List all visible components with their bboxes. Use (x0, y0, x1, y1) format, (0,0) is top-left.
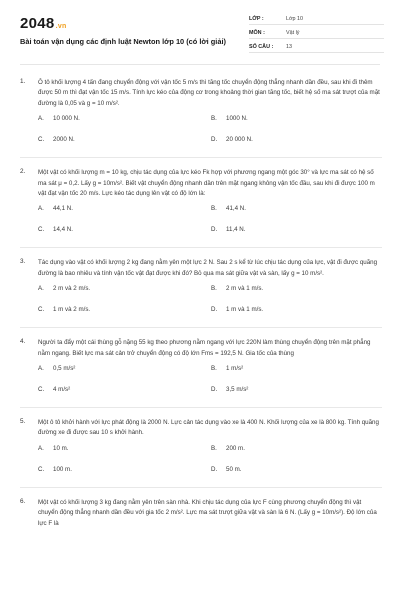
answer-options (38, 205, 382, 247)
answer-option[interactable] (38, 226, 211, 247)
option-text: 1 m và 2 m/s. (53, 306, 91, 314)
option-text: 0,5 m/s² (53, 365, 76, 373)
option-letter: A. (38, 205, 44, 213)
answer-option[interactable] (38, 365, 211, 386)
question-number: 3. (20, 258, 26, 266)
meta-key: SỐ CÂU : (249, 43, 274, 50)
option-letter: D. (211, 465, 218, 473)
question-divider (20, 327, 382, 328)
meta-key: MÔN : (249, 29, 265, 36)
option-text: 14,4 N. (53, 226, 73, 234)
answer-options (38, 365, 382, 407)
question-list (20, 78, 382, 529)
answer-option[interactable] (211, 365, 384, 386)
option-letter: D. (211, 136, 218, 144)
question-text: Người ta đẩy một cái thùng gỗ nặng 55 kg theo phương nằm ngang với lực 220N làm thùng chuyển động trên mặt phẳng nằm ngang. Biết lực ma sát cản trở chuyển động có độ lớn Fms = 192,5 N. Gia tốc của thùng (38, 339, 371, 357)
option-text: 1 m/s² (226, 365, 244, 373)
option-letter: D. (211, 306, 218, 314)
option-text: 2 m và 1 m/s. (226, 285, 264, 293)
option-letter: D. (211, 386, 218, 394)
question-text: Tác dụng vào vật có khối lượng 2 kg đang nằm yên một lực 2 N. Sau 2 s kể từ lúc chịu tác dụng của lực, vật đi được quãng đường là bao nhiêu và tính vận tốc vật đạt được khi đó? Bỏ qua ma sát giữa vật và sàn, lấy g = 10 m/s². (38, 259, 378, 277)
meta-value: Vật lý (286, 29, 300, 36)
question-text: Một ô tô khởi hành với lực phát động là 2000 N. Lực cản tác dụng vào xe là 400 N. Khối lượng của xe là 800 kg. Tính quãng đường xe đi được sau 10 s khởi hành. (38, 419, 379, 437)
answer-option[interactable] (211, 285, 384, 306)
question-item (20, 258, 382, 327)
answer-options (38, 285, 382, 327)
option-letter: C. (38, 226, 45, 234)
option-letter: A. (38, 365, 44, 373)
document-header (0, 0, 400, 60)
meta-row-count (249, 41, 384, 53)
option-text: 1000 N. (226, 115, 248, 123)
meta-key: LỚP : (249, 15, 264, 22)
answer-option[interactable] (211, 466, 384, 487)
logo-suffix: .vn (55, 23, 67, 30)
answer-options (38, 115, 382, 157)
option-letter: C. (38, 465, 45, 473)
option-letter: B. (211, 205, 217, 213)
document-title: Bài toán vận dụng các định luật Newton lớp 10 (có lời giải) (20, 37, 226, 46)
option-text: 41,4 N. (226, 205, 246, 213)
option-letter: B. (211, 115, 217, 123)
option-letter: A. (38, 115, 44, 123)
header-divider (20, 64, 380, 65)
question-text: Một vật có khối lượng 3 kg đang nằm yên trên sàn nhà. Khi chịu tác dụng của lực F cùng phương chuyển động thì vật chuyển động thẳng nhanh dần đều với gia tốc 2 m/s². Lực ma sát trượt giữa vật và sàn là 6 N. (Lấy g = 10m/s²). Độ lớn của lực F là (38, 498, 377, 527)
option-text: 100 m. (53, 465, 72, 473)
meta-value: Lớp 10 (286, 15, 304, 22)
option-letter: B. (211, 444, 217, 452)
question-number: 1. (20, 78, 26, 85)
option-letter: D. (211, 226, 218, 234)
option-text: 20 000 N. (226, 136, 253, 144)
answer-option[interactable] (211, 445, 384, 466)
option-text: 44,1 N. (53, 205, 73, 213)
option-text: 50 m. (226, 465, 242, 473)
option-letter: C. (38, 136, 45, 144)
option-text: 3,5 m/s² (226, 386, 249, 394)
answer-option[interactable] (38, 306, 211, 327)
option-letter: A. (38, 285, 44, 293)
question-divider (20, 247, 382, 248)
answer-option[interactable] (211, 115, 384, 136)
question-divider (20, 157, 382, 158)
question-number: 6. (20, 497, 26, 505)
question-item (20, 168, 382, 247)
option-text: 1 m và 1 m/s. (226, 306, 264, 314)
question-number: 4. (20, 338, 26, 346)
answer-option[interactable] (38, 386, 211, 407)
option-text: 2 m và 2 m/s. (53, 285, 91, 293)
answer-option[interactable] (38, 115, 211, 136)
option-text: 10 m. (53, 444, 69, 452)
meta-row-class (249, 13, 384, 25)
question-item (20, 418, 382, 487)
answer-option[interactable] (38, 466, 211, 487)
question-text: Ô tô khối lượng 4 tấn đang chuyển động với vận tốc 5 m/s thì tăng tốc chuyển động thẳng nhanh dần đều, sau khi đi thêm được 50 m thì đạt vận tốc 15 m/s. Tính lực kéo của động cơ trong khoảng thời gian tăng tốc, biết hệ số ma sát trượt của mặt đường là 0,05 và g = 10 m/s². (38, 79, 380, 107)
answer-option[interactable] (38, 445, 211, 466)
question-number: 2. (20, 168, 26, 176)
option-text: 10 000 N. (53, 115, 80, 123)
option-letter: B. (211, 285, 217, 293)
meta-table (249, 13, 384, 55)
answer-option[interactable] (211, 205, 384, 226)
answer-option[interactable] (211, 136, 384, 157)
answer-option[interactable] (211, 306, 384, 327)
option-text: 2000 N. (53, 136, 75, 144)
site-logo[interactable] (20, 15, 67, 32)
question-item (20, 338, 382, 407)
question-divider (20, 487, 382, 488)
meta-value: 13 (286, 43, 292, 50)
answer-option[interactable] (211, 386, 384, 407)
option-text: 11,4 N. (226, 226, 246, 234)
answer-option[interactable] (38, 205, 211, 226)
question-item (20, 78, 382, 157)
answer-option[interactable] (211, 226, 384, 247)
option-letter: A. (38, 444, 44, 452)
meta-row-subject (249, 27, 384, 39)
question-divider (20, 407, 382, 408)
answer-options (38, 445, 382, 487)
option-text: 200 m. (226, 444, 245, 452)
option-text: 4 m/s² (53, 386, 71, 394)
question-item (20, 498, 382, 529)
option-letter: C. (38, 386, 45, 394)
answer-option[interactable] (38, 136, 211, 157)
question-text: Một vật có khối lượng m = 10 kg, chịu tác dụng của lực kéo Fk hợp với phương ngang một góc 30° và lực ma sát có hệ số ma sát μ = 0,2. Lấy g = 10m/s². Biết vật chuyển động nhanh dần trên mặt ngang không vận tốc đầu, sau khi đi được 100 m vật đạt vận tốc 20 m/s. Lực kéo tác dụng lên vật có độ lớn là: (38, 169, 375, 198)
option-letter: C. (38, 306, 45, 314)
option-letter: B. (211, 365, 217, 373)
question-number: 5. (20, 418, 26, 426)
answer-option[interactable] (38, 285, 211, 306)
logo-main: 2048 (20, 15, 55, 32)
